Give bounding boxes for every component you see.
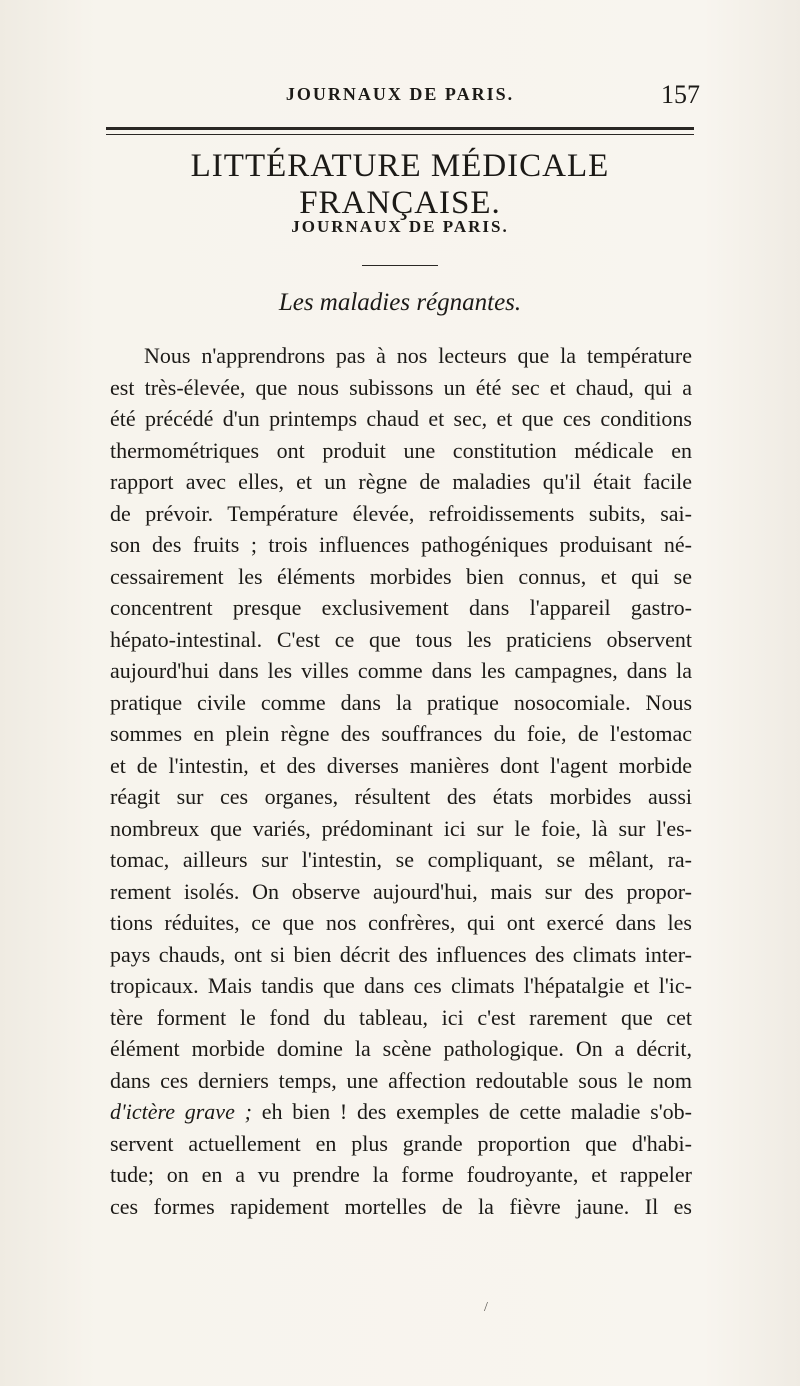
text-line: réagit sur ces organes, résultent des états morbides aussi [110,784,692,809]
text-line: et de l'intestin, et des diverses manières dont l'agent morbide [110,752,692,778]
text-line: concentrent presque exclusivement dans l'appareil gastro- [110,595,692,620]
text-line: été précédé d'un printemps chaud et sec, et que ces conditions [110,406,692,431]
running-head-title: JOURNAUX DE PARIS. [285,84,515,104]
text-line: Nous n'apprendrons pas à nos lecteurs que la température [144,343,692,368]
article-title: Les maladies régnantes. [278,289,522,316]
text-line: cessairement les éléments morbides bien connus, et qui se [110,563,692,589]
page-number: 157 [661,80,700,109]
text-line: son des fruits ; trois influences pathogéniques produisant né- [110,532,692,557]
text-line: sommes en plein règne des souffrances du foie, de l'estomac [110,721,692,746]
text-line: dans ces derniers temps, une affection redoutable sous le nom [110,1067,692,1093]
text-line: nombreux que variés, prédominant ici sur le foie, là sur l'es- [110,815,692,841]
text-line-italic-term [110,1096,692,1128]
text-line: ces formes rapidement mortelles de la fièvre jaune. Il es [110,1193,692,1219]
text-line: rement isolés. On observe aujourd'hui, mais sur des propor- [110,878,692,904]
text-line: est très-élevée, que nous subissons un été sec et chaud, qui a [110,374,692,400]
text-line: pays chauds, ont si bien décrit des influences des climats inter- [110,941,692,967]
running-head [100,80,700,114]
subsection-title: JOURNAUX DE PARIS. [291,217,509,236]
text-line: tions réduites, ce que nos confrères, qui ont exercé dans les [110,910,692,935]
text-line: élément morbide domine la scène pathologique. On a décrit, [110,1036,692,1061]
text-line: tude; on en a vu prendre la forme foudroyante, et rappeler [110,1162,692,1187]
body-text [110,340,692,1222]
text-line: servent actuellement en plus grande proportion que d'habi- [110,1130,692,1156]
stray-mark: / [484,1300,488,1315]
text-segment: eh bien ! des exemples de cette maladie s'ob- [251,1099,692,1124]
text-line: hépato-intestinal. C'est ce que tous les praticiens observent [110,626,692,652]
text-line: thermométriques ont produit une constitution médicale en [110,437,692,463]
text-line: rapport avec elles, et un règne de maladies qu'il était facile [110,469,692,494]
header-rule-thick [106,127,694,130]
italic-term: d'ictère grave ; [110,1099,252,1124]
text-line: tropicaux. Mais tandis que dans ces climats l'hépatalgie et l'ic- [110,973,692,998]
section-title: LITTÉRATURE MÉDICALE FRANÇAISE. [190,148,610,221]
text-line: tomac, ailleurs sur l'intestin, se compliquant, se mêlant, ra- [110,847,692,872]
text-line: de prévoir. Température élevée, refroidissements subits, sai- [110,500,692,526]
text-line: aujourd'hui dans les villes comme dans les campagnes, dans la [110,658,692,683]
text-line: pratique civile comme dans la pratique nosocomiale. Nous [110,689,692,715]
title-divider [362,265,438,266]
text-line: tère forment le fond du tableau, ici c'est rarement que cet [110,1004,692,1030]
header-rule-thin [106,134,694,135]
